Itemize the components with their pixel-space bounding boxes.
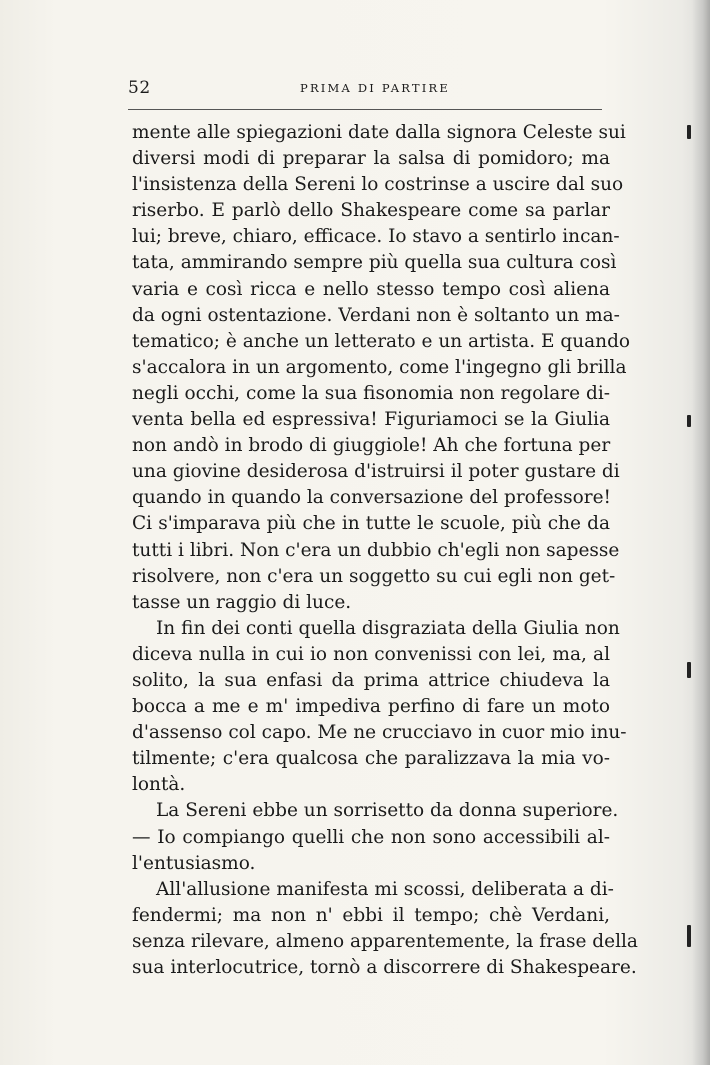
binding-mark [687,925,691,947]
text-line: tata, ammirando sempre più quella sua cultura così [132,252,617,274]
text-line: varia e così ricca e nello stesso tempo così aliena [132,278,610,300]
text-line: l'insistenza della Sereni lo costrinse a uscire dal suo [132,174,624,196]
page-edge-shadow [692,0,710,1065]
text-line: senza rilevare, almeno apparentemente, la frase della [132,930,638,952]
text-line: s'accalora in un argomento, come l'ingegno gli brilla [132,356,627,378]
text-line: diceva nulla in cui io non convenissi con lei, ma, al [132,643,610,665]
text-line: non andò in brodo di giuggiole! Ah che fortuna per [132,435,611,457]
text-line: solito, la sua enfasi da prima attrice chiudeva la [132,669,610,691]
text-line: tutti i libri. Non c'era un dubbio ch'egli non sapesse [132,539,620,561]
text-line: — Io compiango quelli che non sono accessibili al- [132,826,610,848]
binding-mark [687,125,691,139]
text-line: tilmente; c'era qualcosa che paralizzava la mia vo- [132,748,610,770]
text-line: lontà. [132,774,186,796]
text-line: sua interlocutrice, tornò a discorrere di Shakespeare. [132,957,637,978]
text-line: risolvere, non c'era un soggetto su cui egli non get- [132,565,616,587]
text-line: tematico; è anche un letterato e un artista. E quando [132,330,631,352]
text-line: venta bella ed espressiva! Figuriamoci se la Giulia [132,409,610,431]
text-line: mente alle spiegazioni date dalla signora Celeste sui [132,122,626,143]
running-title: PRIMA DI PARTIRE [300,81,451,95]
text-line: da ogni ostentazione. Verdani non è soltanto un ma- [132,304,620,326]
page-number: 52 [128,78,151,98]
binding-mark [687,662,691,678]
header-rule [128,109,602,110]
text-line: tasse un raggio di luce. [132,591,352,613]
text-line: fendermi; ma non n' ebbi il tempo; chè Verdani, [132,904,610,926]
text-line: negli occhi, come la sua fisonomia non regolare di- [132,382,610,404]
text-line: riserbo. E parlò dello Shakespeare come sa parlar [132,200,610,222]
text-line: quando in quando la conversazione del professore! [132,487,611,509]
text-line: La Sereni ebbe un sorrisetto da donna superiore. [156,800,619,822]
text-line: d'assenso col capo. Me ne crucciavo in cuor mio inu- [132,722,627,744]
text-line: diversi modi di preparar la salsa di pomidoro; ma [132,148,610,170]
text-line: All'allusione manifesta mi scossi, deliberata a di- [156,878,614,900]
text-line: l'entusiasmo. [132,852,256,874]
body-text [132,120,638,981]
text-line: bocca a me e m' impediva perfino di fare un moto [132,696,610,718]
text-line: In fin dei conti quella disgraziata della Giulia non [156,617,620,639]
text-line: una giovine desiderosa d'istruirsi il poter gustare di [132,461,620,483]
binding-mark [687,415,691,427]
running-head [128,78,602,100]
text-line: Ci s'imparava più che in tutte le scuole, più che da [132,513,610,535]
text-line: lui; breve, chiaro, efficace. Io stavo a sentirlo incan- [132,226,620,248]
